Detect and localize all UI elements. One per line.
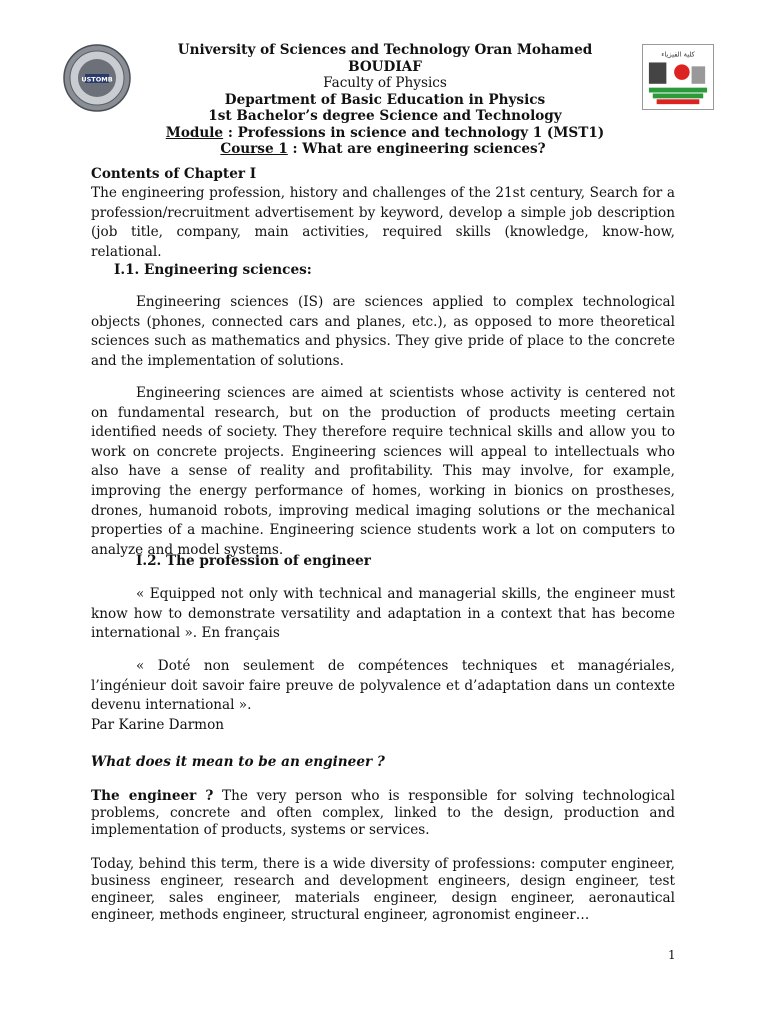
module-text: : Professions in science and technology 1 (MST1) [223, 124, 605, 141]
course-title-text: : What are engineering sciences? [287, 141, 546, 157]
module-line [140, 125, 630, 142]
faculty-name: Faculty of Physics [323, 75, 447, 91]
seal-text: USTOMB [81, 75, 113, 84]
section1-paragraph-1: Engineering sciences (IS) are sciences applied to complex technological objects (phones, connected cars and planes, etc.), as opposed to more theoretical sciences such as mathematics and physics. They give pride of place to the concrete and the implementation of solutions. [91, 294, 675, 369]
contents-text: The engineering profession, history and challenges of the 21st century, Search for a profession/recruitment advertisement by keyword, develop a simple job description (job title, company, main activities, required skills (knowledge, know-how, relational. [91, 185, 675, 260]
document-header [140, 42, 630, 141]
section1-paragraph-2: Engineering sciences are aimed at scientists whose activity is centered not on fundamental research, but on the production of products meeting certain identified needs of society. They therefore require technical skills and allow you to work on concrete projects. Engineering sciences will appeal to intellectuals who also have a sense of reality and profitability. This may involve, for example, improving the energy performance of homes, working in bionics on prostheses, drones, humanoid robots, improving medical imaging solutions or the mechanical properties of a machine. Engineering science students work a lot on computers to analyze and model systems. [91, 385, 675, 558]
professions-paragraph: Today, behind this term, there is a wide diversity of professions: computer engineer, business engineer, research and development engineers, design engineer, test engineer, sales engineer, materials engineer, design engineer, aeronautical engineer, methods engineer, structural engineer, agronomist engineer… [91, 856, 675, 923]
module-label: Module [165, 124, 224, 141]
contents-heading: Contents of Chapter I [91, 166, 257, 182]
section2-heading: I.2. The profession of engineer [136, 553, 371, 569]
quote-french: « Doté non seulement de compétences techniques et managériales, l’ingénieur doit savoir faire preuve de polyvalence et d’adaptation dans un contexte devenu international ». [91, 658, 675, 714]
quote-english: « Equipped not only with technical and managerial skills, the engineer must know how to demonstrate versatility and adaptation in a context that has become international ». En français [91, 586, 675, 642]
course-label: Course 1 [220, 141, 288, 157]
degree-name: 1st Bachelor’s degree Science and Technology [208, 108, 562, 124]
university-name: University of Sciences and Technology Oran Mohamed BOUDIAF [177, 42, 593, 75]
engineer-definition [91, 788, 675, 839]
university-seal-logo [63, 44, 131, 112]
course-title [90, 141, 676, 157]
engineer-text: The very person who is responsible for solving technological problems, concrete and often complex, linked to the design, production and implementation of products, systems or services. [91, 788, 676, 838]
department-name: Department of Basic Education in Physics [224, 91, 546, 108]
faculty-logo-text: كلية الفيزياء [661, 50, 695, 59]
engineer-label: The engineer ? [91, 788, 214, 804]
section1-heading: I.1. Engineering sciences: [114, 262, 312, 278]
quote-author: Par Karine Darmon [91, 717, 225, 733]
page-number: 1 [668, 948, 676, 962]
faculty-logo [642, 44, 714, 110]
question-heading: What does it mean to be an engineer ? [91, 754, 385, 770]
